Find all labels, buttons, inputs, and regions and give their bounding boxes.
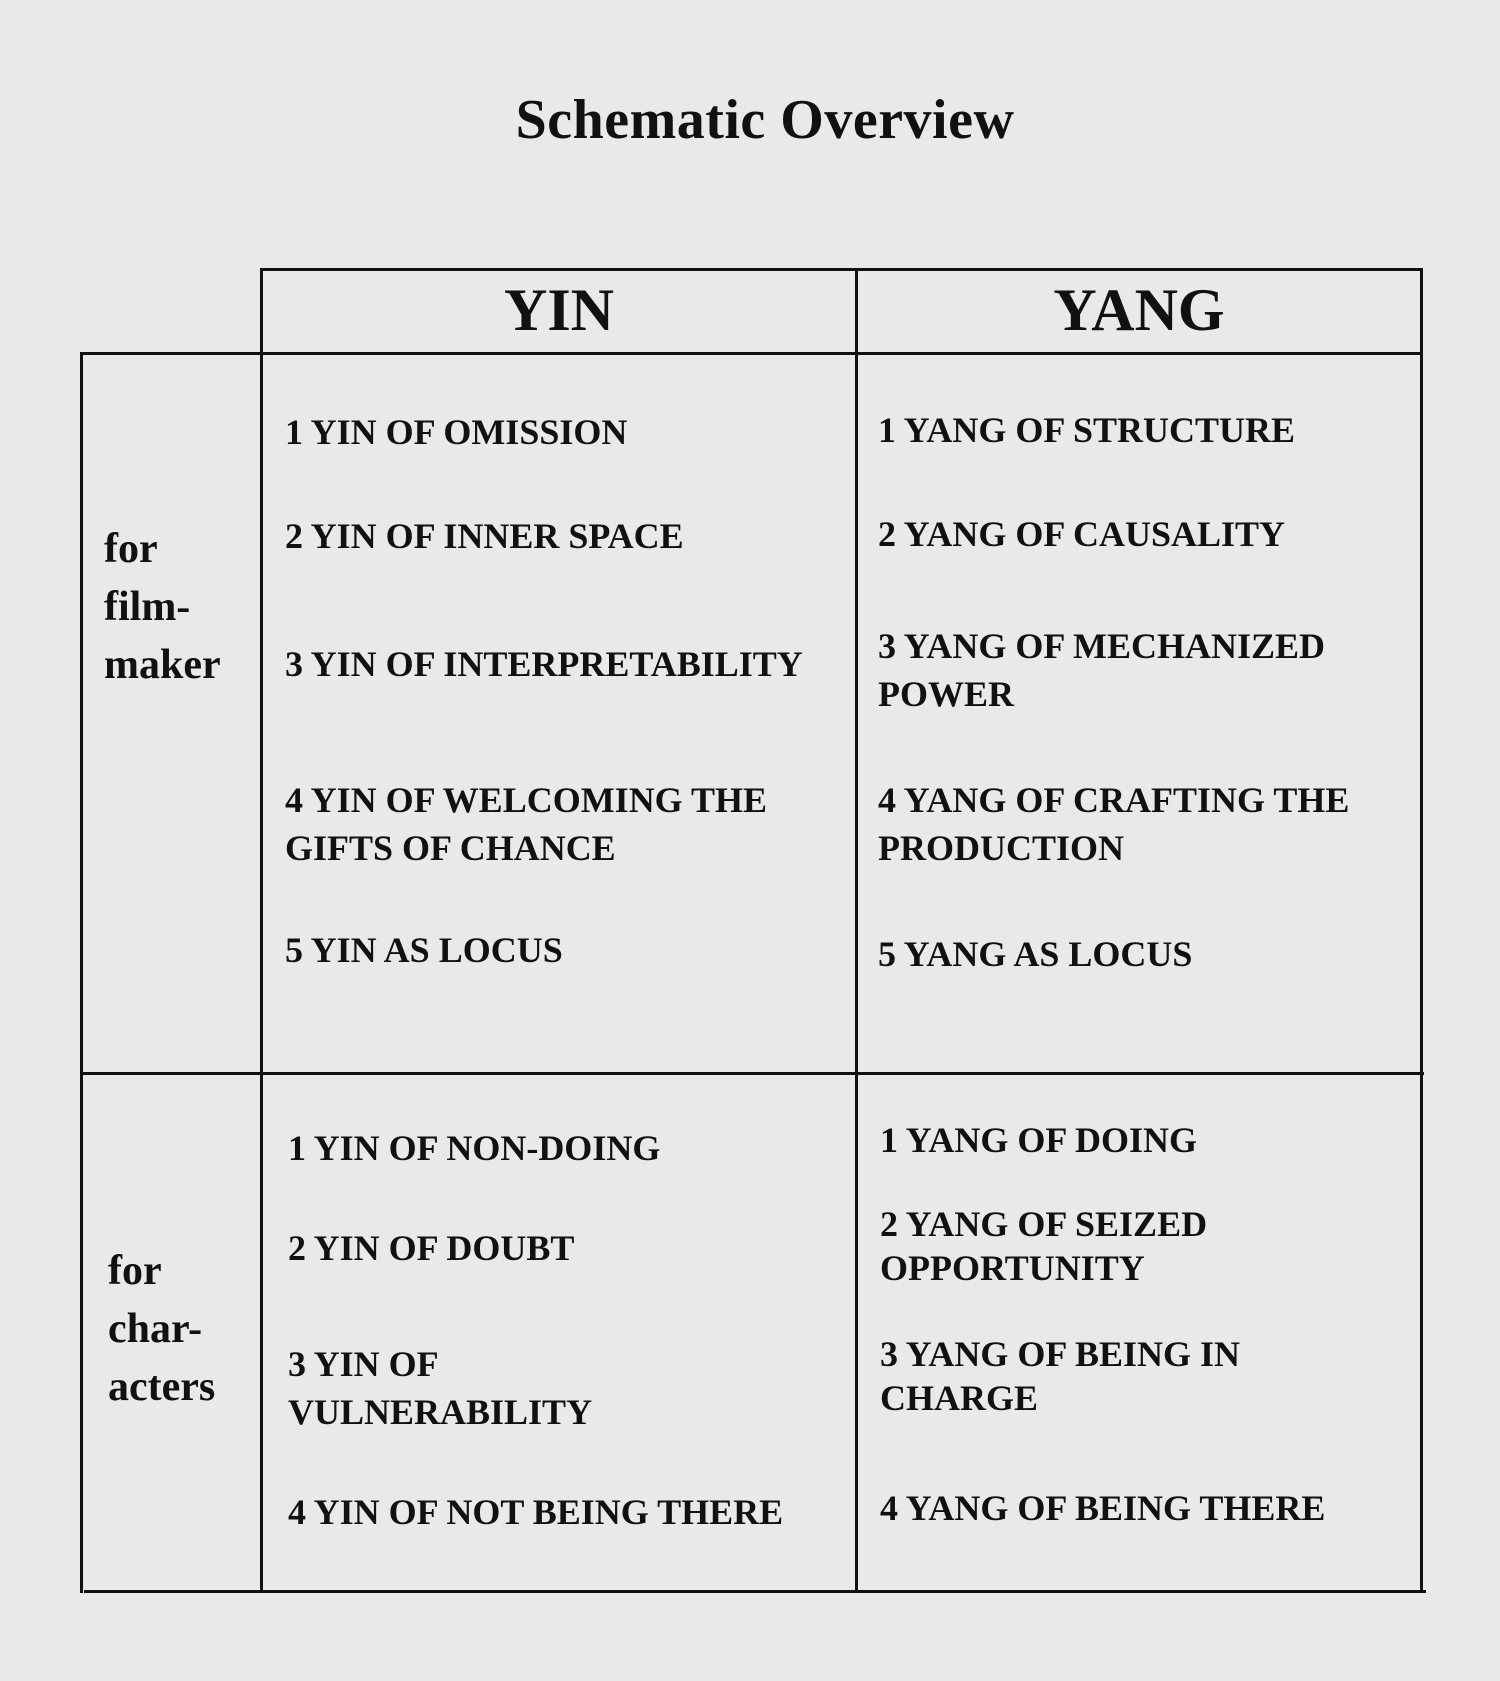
list-item	[880, 1332, 1240, 1420]
item-line: 4 YIN OF NOT BEING THERE	[288, 1492, 784, 1532]
list-item	[880, 1116, 1197, 1164]
table-border-bottom	[84, 1590, 1426, 1593]
item-line: GIFTS OF CHANCE	[285, 828, 616, 868]
row-label-line: char-	[108, 1306, 203, 1352]
item-line: 3 YANG OF BEING IN	[880, 1334, 1241, 1374]
list-item	[878, 622, 1325, 718]
list-item	[880, 1202, 1207, 1290]
column-header-yin: YIN	[503, 276, 614, 343]
item-line: 3 YANG OF MECHANIZED	[878, 626, 1326, 666]
list-item	[878, 930, 1192, 978]
item-line: 2 YANG OF SEIZED	[880, 1204, 1208, 1244]
list-item	[288, 1124, 660, 1172]
item-line: POWER	[878, 674, 1015, 714]
list-item	[285, 926, 563, 974]
list-item	[285, 408, 627, 456]
row-label-characters	[108, 1242, 215, 1416]
list-item	[288, 1224, 574, 1272]
item-line: 3 YIN OF INTERPRETABILITY	[285, 644, 803, 684]
list-item	[285, 776, 767, 872]
item-line: 1 YIN OF NON-DOING	[288, 1128, 661, 1168]
list-item	[878, 406, 1295, 454]
item-line: 4 YANG OF BEING THERE	[880, 1488, 1326, 1528]
item-line: 2 YIN OF INNER SPACE	[285, 516, 684, 556]
item-line: 2 YANG OF CAUSALITY	[878, 514, 1286, 554]
table-border-right	[1420, 268, 1423, 1593]
item-line: 4 YANG OF CRAFTING THE	[878, 780, 1350, 820]
row-label-line: for	[104, 526, 158, 572]
list-item	[285, 512, 684, 560]
item-line: CHARGE	[880, 1378, 1039, 1418]
item-line: 4 YIN OF WELCOMING THE	[285, 780, 768, 820]
row-label-filmmaker	[104, 520, 221, 694]
item-line: VULNERABILITY	[288, 1392, 593, 1432]
table-divider-label	[260, 268, 263, 1593]
item-line: 5 YANG AS LOCUS	[878, 934, 1193, 974]
item-line: 2 YIN OF DOUBT	[288, 1228, 575, 1268]
item-line: OPPORTUNITY	[880, 1248, 1145, 1288]
table-divider-columns	[855, 268, 858, 1593]
table-border-left	[80, 352, 83, 1593]
column-header-yang: YANG	[1053, 276, 1225, 343]
item-line: 1 YANG OF STRUCTURE	[878, 410, 1296, 450]
item-line: 1 YIN OF OMISSION	[285, 412, 628, 452]
row-label-line: maker	[104, 642, 221, 688]
item-line: PRODUCTION	[878, 828, 1125, 868]
list-item	[288, 1488, 783, 1536]
page-title: Schematic Overview	[515, 89, 1015, 151]
table-row-divider	[82, 1072, 1424, 1075]
row-label-line: film-	[104, 584, 191, 630]
item-line: 1 YANG OF DOING	[880, 1120, 1198, 1160]
list-item	[288, 1340, 592, 1436]
list-item	[878, 510, 1285, 558]
list-item	[285, 640, 803, 688]
list-item	[878, 776, 1349, 872]
item-line: 5 YIN AS LOCUS	[285, 930, 563, 970]
row-label-line: acters	[108, 1364, 216, 1410]
row-label-line: for	[108, 1248, 162, 1294]
list-item	[880, 1484, 1325, 1532]
item-line: 3 YIN OF	[288, 1344, 439, 1384]
